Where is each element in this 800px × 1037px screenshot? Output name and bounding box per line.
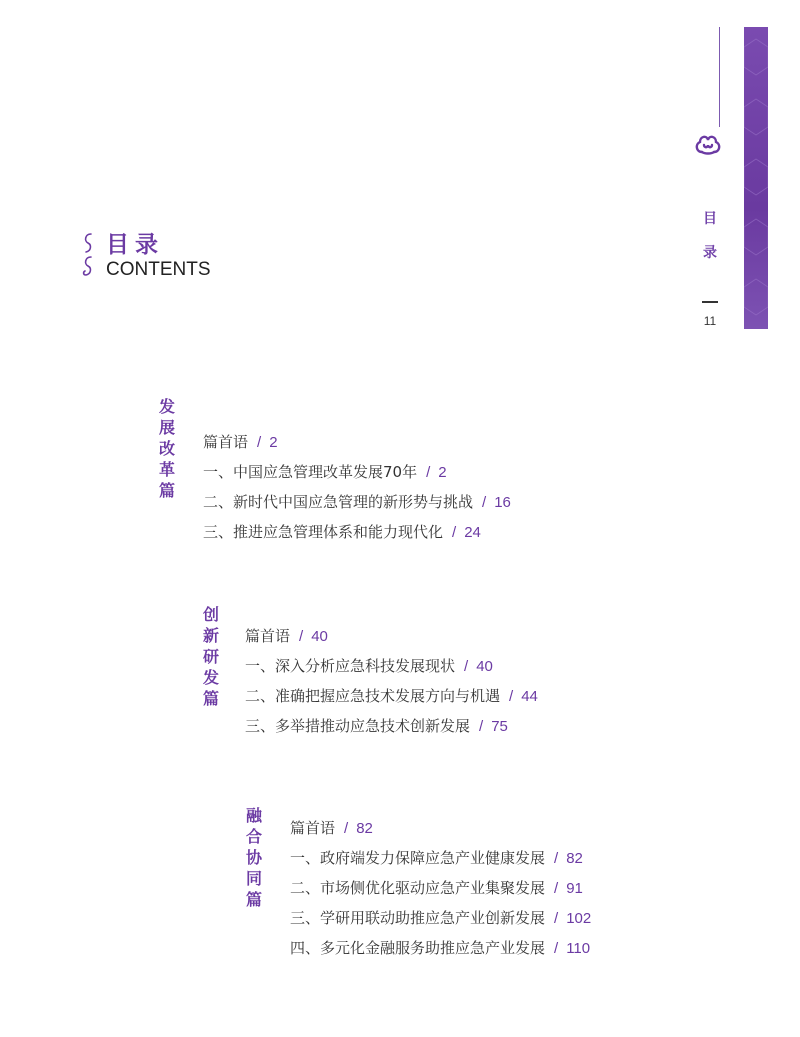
toc-entry-text: 二、新时代中国应急管理的新形势与挑战 (203, 493, 474, 511)
toc-entry[interactable] (290, 903, 591, 933)
page-title: 目录 (106, 232, 164, 258)
separator: / (299, 628, 304, 645)
section-title-char: 发 (202, 668, 219, 687)
section-title-char: 同 (245, 869, 262, 888)
toc-entry-text: 一、深入分析应急科技发展现状 (245, 657, 456, 675)
toc-entry[interactable] (203, 487, 511, 517)
toc-list (245, 621, 538, 741)
section-title-char: 发 (158, 397, 175, 416)
toc-entry-text: 一、中国应急管理改革发展70年 (203, 463, 418, 481)
separator: / (257, 434, 262, 451)
page-subtitle: CONTENTS (106, 259, 211, 280)
toc-entry-text: 篇首语 (245, 627, 291, 645)
section-title-char: 创 (202, 605, 219, 624)
side-tab-char-1: 目 (703, 211, 717, 227)
toc-page-number: 75 (491, 718, 508, 735)
separator: / (509, 688, 514, 705)
toc-entry[interactable] (290, 843, 591, 873)
toc-entry[interactable] (203, 457, 511, 487)
section-title-char: 改 (158, 439, 175, 458)
section-title-char: 革 (158, 460, 175, 479)
toc-page-number: 102 (566, 910, 592, 927)
toc-page-number: 40 (311, 628, 328, 645)
side-tab-char-2: 录 (703, 245, 717, 261)
toc-list (290, 813, 591, 963)
toc-page-number: 24 (464, 524, 481, 541)
toc-entry[interactable] (203, 427, 511, 457)
toc-entry-text: 二、准确把握应急技术发展方向与机遇 (245, 687, 501, 705)
toc-entry-text: 一、政府端发力保障应急产业健康发展 (290, 849, 546, 867)
toc-page-number: 44 (521, 688, 538, 705)
page-number: 11 (703, 314, 717, 328)
toc-entry-text: 篇首语 (290, 819, 336, 837)
toc-page-number: 40 (476, 658, 493, 675)
side-vertical-line (719, 27, 720, 127)
toc-entry-text: 篇首语 (203, 433, 249, 451)
separator: / (554, 880, 559, 897)
toc-entry[interactable] (245, 711, 538, 741)
separator: / (464, 658, 469, 675)
toc-entry[interactable] (245, 681, 538, 711)
section-title-char: 篇 (245, 890, 262, 909)
toc-entry[interactable] (245, 621, 538, 651)
toc-entry-text: 二、市场侧优化驱动应急产业集聚发展 (290, 879, 546, 897)
toc-list (203, 427, 511, 547)
section-title-char: 篇 (158, 481, 175, 500)
toc-entry-text: 四、多元化金融服务助推应急产业发展 (290, 939, 546, 957)
toc-entry[interactable] (245, 651, 538, 681)
section-title-char: 篇 (202, 689, 219, 708)
toc-page-number: 2 (438, 464, 447, 481)
separator: / (554, 940, 559, 957)
auspicious-cloud-icon (693, 132, 723, 158)
toc-page-number: 91 (566, 880, 583, 897)
section-title-char: 合 (245, 827, 262, 846)
separator: / (344, 820, 349, 837)
toc-entry[interactable] (290, 933, 591, 963)
section-title-char: 新 (202, 626, 219, 645)
toc-page-number: 82 (566, 850, 583, 867)
toc-page-number: 82 (356, 820, 373, 837)
toc-entry[interactable] (290, 813, 591, 843)
hexagon-pattern (744, 27, 768, 329)
toc-entry[interactable] (290, 873, 591, 903)
toc-page-number: 2 (269, 434, 278, 451)
toc-entry-text: 三、推进应急管理体系和能力现代化 (203, 523, 444, 541)
separator: / (452, 524, 457, 541)
toc-entry-text: 三、多举措推动应急技术创新发展 (245, 717, 471, 735)
toc-page-number: 110 (566, 940, 591, 957)
section-title-char: 协 (245, 848, 262, 867)
separator: / (426, 464, 431, 481)
separator: / (554, 850, 559, 867)
side-dash (702, 301, 718, 303)
section-title (157, 396, 177, 501)
section-title (244, 805, 264, 910)
section-title-char: 展 (158, 418, 175, 437)
separator: / (554, 910, 559, 927)
swirl-ornament-icon (80, 231, 96, 279)
section-title-char: 研 (202, 647, 219, 666)
toc-entry[interactable] (203, 517, 511, 547)
toc-page-number: 16 (494, 494, 511, 511)
separator: / (479, 718, 484, 735)
toc-entry-text: 三、学研用联动助推应急产业创新发展 (290, 909, 546, 927)
side-color-band (744, 27, 768, 329)
separator: / (482, 494, 487, 511)
section-title-char: 融 (245, 806, 262, 825)
section-title (201, 604, 221, 709)
